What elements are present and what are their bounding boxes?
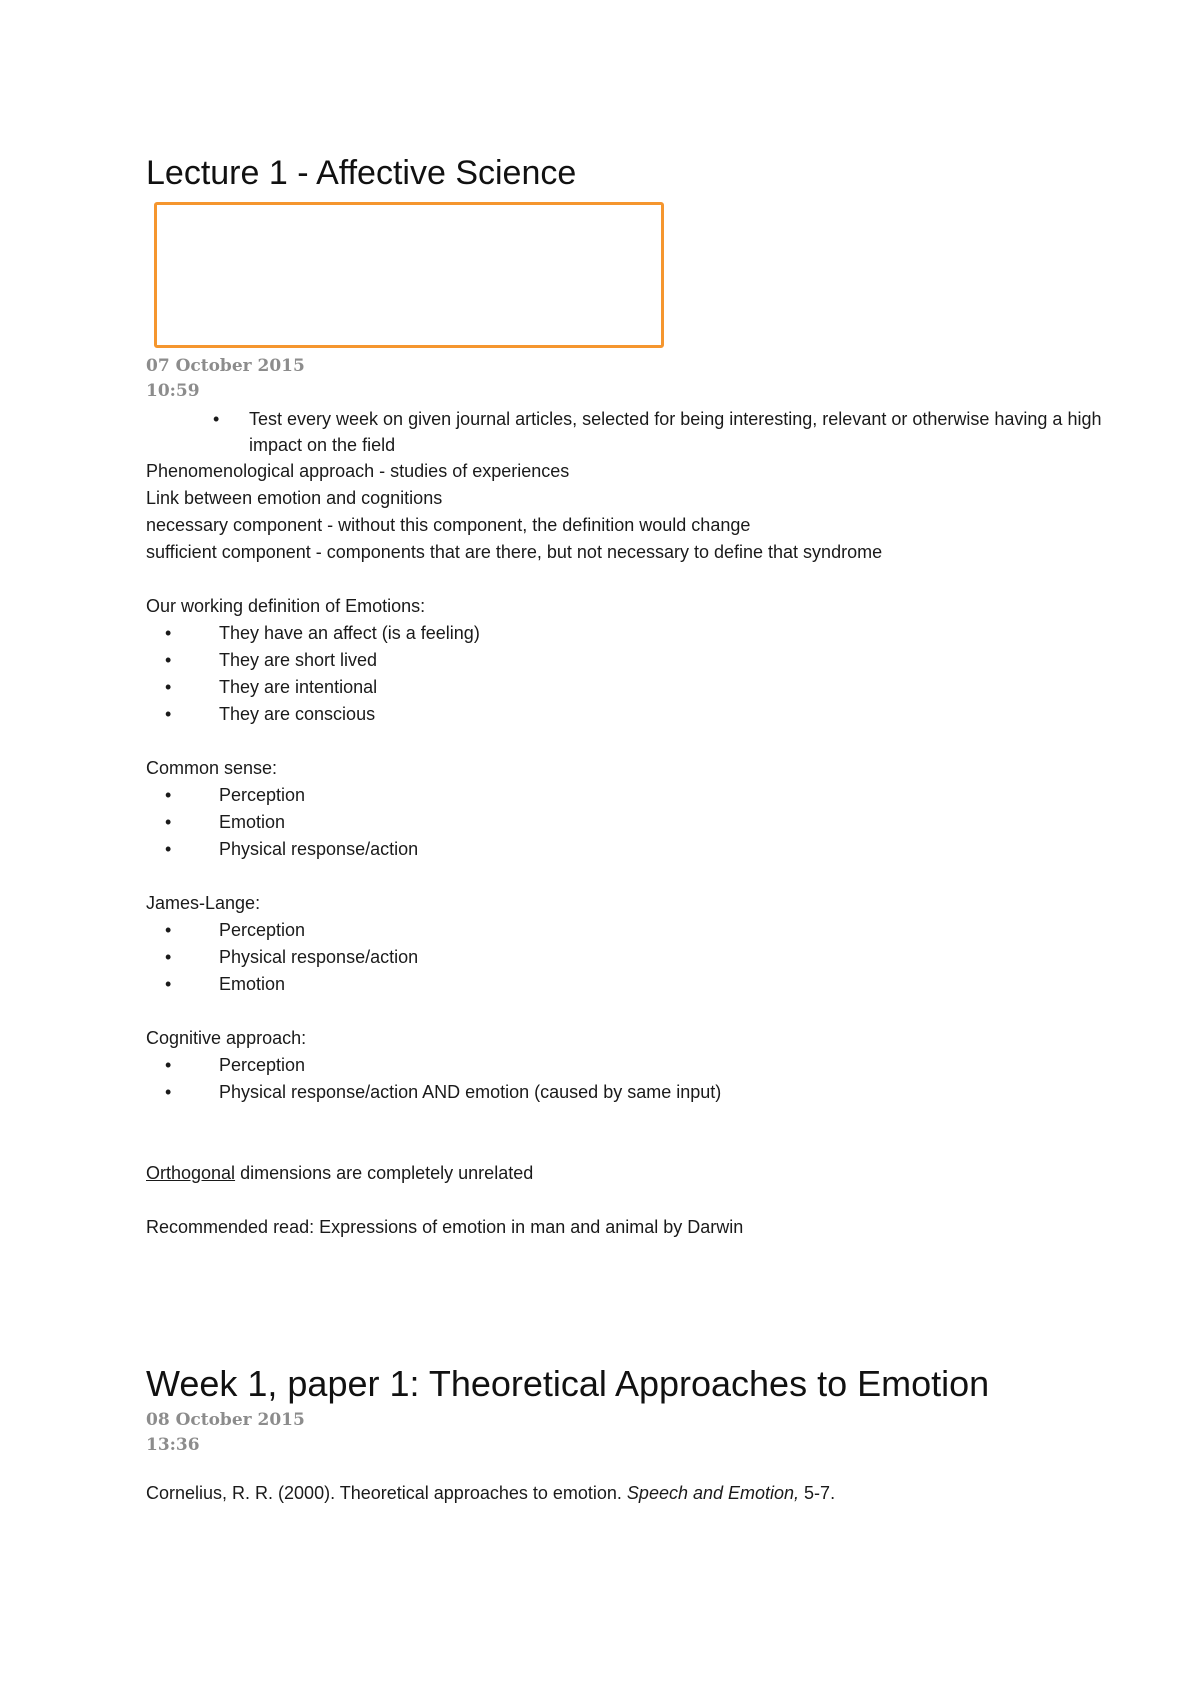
notes-page — [146, 150, 1146, 1503]
text-line: necessary component - without this component, the definition would change — [146, 515, 751, 535]
list-item — [165, 1052, 1146, 1079]
cognitive-approach-list — [146, 1052, 1146, 1106]
list-item-text: Emotion — [219, 974, 286, 994]
list-item-text: Perception — [219, 1055, 306, 1075]
text-line: sufficient component - components that are there, but not necessary to define that syndrome — [146, 542, 883, 562]
text-line: Phenomenological approach - studies of experiences — [146, 461, 570, 481]
list-item — [165, 782, 1146, 809]
list-item-text: They are intentional — [219, 677, 378, 697]
list-item — [165, 647, 1146, 674]
bullet-icon: • — [165, 947, 172, 967]
intro-list — [146, 406, 1146, 458]
bullet-icon: • — [165, 704, 172, 724]
common-sense-list — [146, 782, 1146, 863]
section-heading: Common sense: — [146, 758, 278, 778]
list-item-text: Emotion — [219, 812, 286, 832]
definition-list — [146, 620, 1146, 728]
text-line: Link between emotion and cognitions — [146, 488, 443, 508]
list-item-text: Physical response/action — [219, 947, 419, 967]
bullet-icon: • — [165, 812, 172, 832]
orthogonal-line — [146, 1160, 1146, 1187]
list-item — [165, 1079, 1146, 1106]
list-item — [165, 836, 1146, 863]
list-item — [165, 971, 1146, 998]
bullet-icon: • — [165, 785, 172, 805]
list-item — [165, 917, 1146, 944]
list-item-text: Physical response/action AND emotion (caused by same input) — [219, 1082, 722, 1102]
section-heading: James-Lange: — [146, 893, 261, 913]
orthogonal-term: Orthogonal — [146, 1163, 236, 1183]
reference-authors: Cornelius, R. R. (2000). Theoretical approaches to emotion. — [146, 1483, 627, 1503]
bullet-icon: • — [165, 920, 172, 940]
section-heading: Cognitive approach: — [146, 1028, 307, 1048]
week-meta — [146, 1408, 1146, 1458]
list-item — [165, 809, 1146, 836]
list-item-text: Perception — [219, 920, 306, 940]
week-section — [146, 1360, 1146, 1458]
lecture-time: 10:59 — [146, 381, 200, 401]
week-date: 08 October 2015 — [146, 1410, 305, 1430]
image-placeholder-frame[interactable] — [154, 202, 664, 348]
james-lange-list — [146, 917, 1146, 998]
recommended-read: Recommended read: Expressions of emotion in man and animal by Darwin — [146, 1217, 744, 1237]
bullet-icon: • — [165, 974, 172, 994]
bullet-icon: • — [165, 1055, 172, 1075]
bullet-icon: • — [213, 409, 220, 429]
reference-pages: 5-7. — [799, 1483, 836, 1503]
lecture-meta — [146, 354, 305, 404]
bullet-icon: • — [165, 623, 172, 643]
lecture-title: Lecture 1 - Affective Science — [146, 154, 577, 192]
lecture-date: 07 October 2015 — [146, 356, 305, 376]
list-item-text: Physical response/action — [219, 839, 419, 859]
bullet-icon: • — [165, 650, 172, 670]
list-item-text: They have an affect (is a feeling) — [219, 623, 480, 643]
list-item-text: They are conscious — [219, 704, 376, 724]
reference-journal: Speech and Emotion, — [626, 1483, 800, 1503]
list-item — [165, 620, 1146, 647]
week-title: Week 1, paper 1: Theoretical Approaches to Emotion — [146, 1363, 990, 1404]
orthogonal-text: dimensions are completely unrelated — [235, 1163, 534, 1183]
bullet-icon: • — [165, 839, 172, 859]
list-item-text: They are short lived — [219, 650, 378, 670]
section-heading: Our working definition of Emotions: — [146, 596, 426, 616]
list-item-text: Perception — [219, 785, 306, 805]
week-time: 13:36 — [146, 1435, 200, 1455]
bullet-icon: • — [165, 1082, 172, 1102]
list-item — [165, 674, 1146, 701]
list-item — [165, 701, 1146, 728]
paper-reference — [146, 1480, 835, 1507]
intro-bullet-text: Test every week on given journal articles, selected for being interesting, relevant or otherwise having a high impact on the field — [249, 409, 1102, 455]
lecture-content — [146, 406, 1146, 1241]
bullet-icon: • — [165, 677, 172, 697]
list-item — [165, 944, 1146, 971]
list-item — [213, 406, 1146, 458]
